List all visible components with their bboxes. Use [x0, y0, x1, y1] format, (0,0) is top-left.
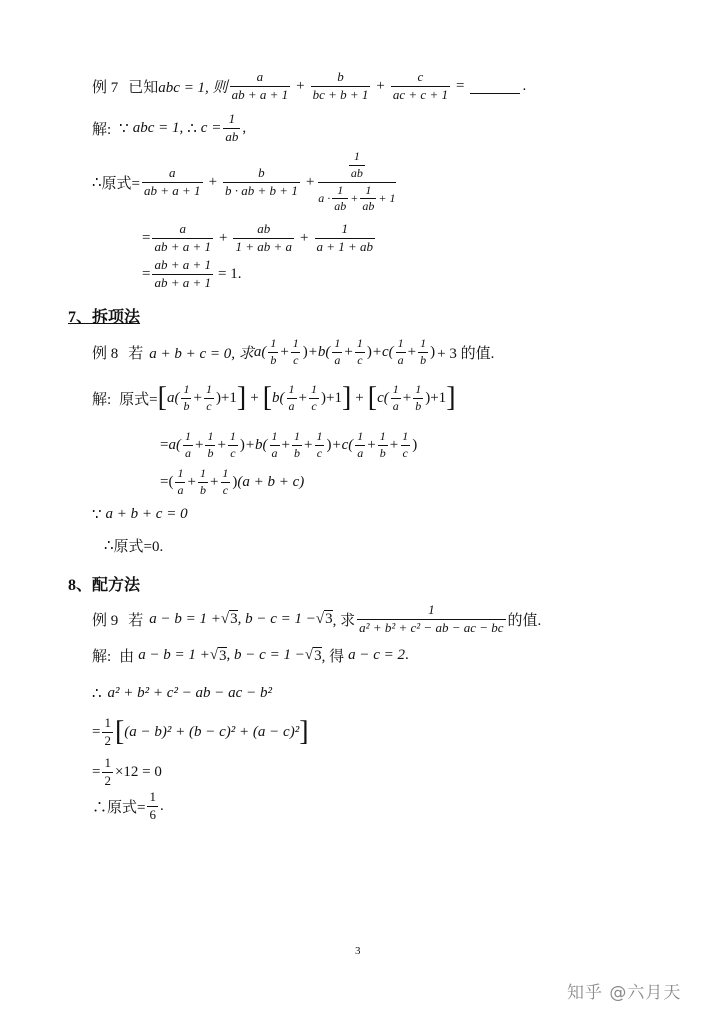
ex7-solution-line1: 解: ∵ abc = 1, ∴ c = $\frac{1}{ab}$ ,	[92, 111, 247, 144]
ex7-frac-2: $\frac{b}{bc + b + 1}$	[312, 69, 369, 102]
ex7-g2: $\frac{b}{b \cdot ab + b + 1}$	[225, 164, 298, 198]
ex9-half: $\frac{1}{2}$	[104, 715, 111, 748]
ex7-cond: abc = 1, 则	[158, 79, 228, 96]
ex9-solution-line3: = $\frac{1}{2}$ [ (a − b)² + (b − c)² + (a − c)² ]	[92, 715, 309, 748]
section-8-title: 8、配方法	[68, 577, 141, 594]
ex7-g1: $\frac{a}{ab + a + 1}$	[144, 164, 201, 198]
ex9-solution-line1: 解: 由 a − b = 1 + √ 3 , b − c = 1 − √ 3 , 得 a − c = 2 .	[92, 647, 409, 665]
ex9-half-2: $\frac{1}{2}$	[104, 755, 111, 788]
ex7-frac-3: $\frac{c}{ac + c + 1}$	[392, 69, 448, 102]
ex8-solution-line1: 解: 原式= [ a( $\frac{1}{b}$ + $\frac{1}{c}$ )+1 ] + [ b( $\frac{1}{a}$ + $\frac{1}{c}$ )+1 ] + [ c( $\frac{1}{a}$ + $\frac{1}{b}$ )+1 ]	[92, 382, 456, 414]
page-number: 3	[355, 945, 361, 957]
ex7-known: 已知	[128, 79, 159, 96]
ex9-solution-line4: = $\frac{1}{2}$ ×12 = 0	[92, 755, 162, 788]
ex7-k: $\frac{ab + a + 1}{ab + a + 1}$	[154, 257, 212, 290]
ex8-result: ∴ 原式=0.	[104, 538, 164, 555]
ex7-h3: $\frac{1}{a + 1 + ab}$	[316, 221, 374, 254]
ex7-problem: 例 7 已知 abc = 1, 则 $\frac{a}{ab + a + 1}$ + $\frac{b}{bc + b + 1}$ + $\frac{c}{ac + c + 1}$ = .	[92, 69, 527, 102]
ex8-solution-line2: = a( $\frac{1}{a}$ + $\frac{1}{b}$ + $\frac{1}{c}$ ) +b( $\frac{1}{a}$ + $\frac{1}{b}$ + $\frac{1}{c}$ ) +c( $\frac{1}{a}$ + $\frac{1}{b}$ + $\frac{1}{c}$ )	[160, 429, 418, 460]
ex8-problem: 例 8 若 a + b + c = 0, 求 a( $\frac{1}{b}$ + $\frac{1}{c}$ ) +b( $\frac{1}{a}$ + $\frac{1}{c}$ ) +c( $\frac{1}{a}$ + $\frac{1}{b}$ ) + 3 的值.	[92, 336, 495, 367]
ex9-result-frac: $\frac{1}{6}$	[149, 789, 156, 822]
ex7-label: 例 7	[92, 79, 119, 96]
ex7-h2: $\frac{ab}{1 + ab + a}$	[235, 221, 293, 254]
ex7-c-frac: $\frac{1}{ab}$	[225, 111, 239, 144]
ex8-solution-line3: =( $\frac{1}{a}$ + $\frac{1}{b}$ + $\frac{1}{c}$ ) (a + b + c)	[160, 466, 305, 497]
ex8-because: ∵ a + b + c = 0	[92, 506, 188, 523]
section-7-title: 7、拆项法	[68, 309, 141, 326]
ex9-frac: $\frac{1}{\text{a² + b² + c² − ab − ac − bc}}$	[359, 602, 504, 635]
answer-blank	[470, 79, 520, 94]
ex7-solution-line4: = $\frac{ab + a + 1}{ab + a + 1}$ = 1.	[142, 257, 242, 290]
ex7-g3: $\frac{1}{ab}$ a · $\frac{1}{ab}$ + $\frac{1}{ab}$ + 1	[318, 149, 396, 214]
ex7-solution-line3: = $\frac{a}{ab + a + 1}$ + $\frac{ab}{1 + ab + a}$ + $\frac{1}{a + 1 + ab}$	[142, 221, 374, 254]
watermark: 知乎 @六月天	[567, 983, 682, 1003]
ex9-problem: 例 9 若 a − b = 1 + √ 3 , b − c = 1 − √ 3 , 求 $\frac{1}{\text{a² + b² + c² − ab − ac − bc}}$ 的值.	[92, 602, 542, 635]
ex7-h1: $\frac{a}{ab + a + 1}$	[154, 221, 212, 254]
ex9-solution-line2: ∴ a² + b² + c² − ab − ac − b²	[92, 685, 272, 702]
ex7-frac-1: $\frac{a}{ab + a + 1}$	[231, 69, 289, 102]
ex7-sol-label: 解:	[92, 121, 112, 138]
ex9-result: ∴原式= $\frac{1}{6}$ .	[92, 789, 164, 822]
ex7-solution-line2: ∴ 原式= $\frac{a}{ab + a + 1}$ + $\frac{b}{b \cdot ab + b + 1}$ + $\frac{1}{ab}$ a · $\frac{1}{ab}$ + $\frac{1}{ab}$ + 1	[92, 149, 396, 214]
